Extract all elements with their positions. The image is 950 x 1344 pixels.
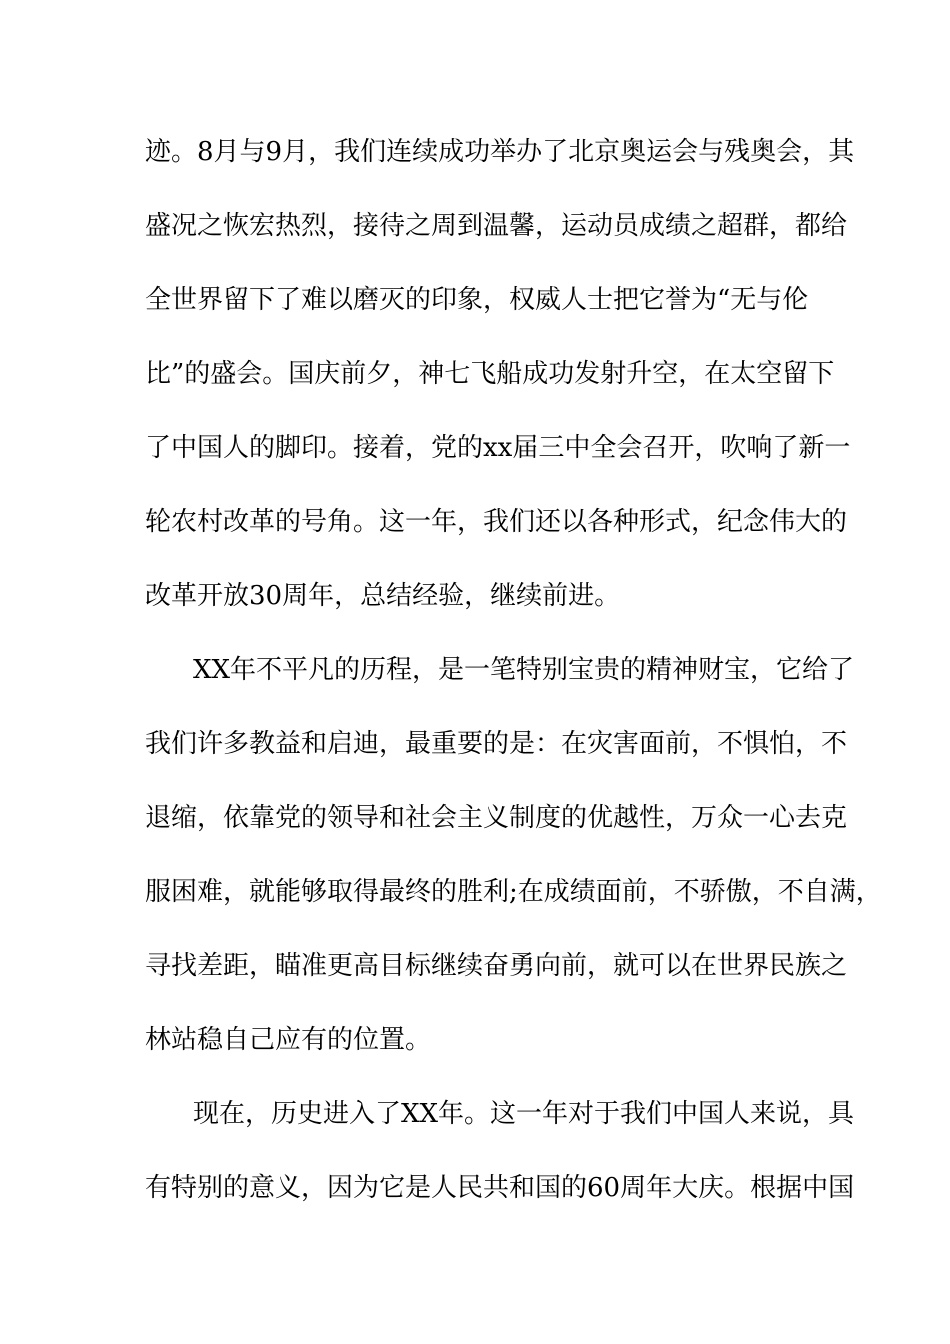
text-line: 服困难，就能够取得最终的胜利;在成绩面前，不骄傲，不自满， xyxy=(145,877,882,907)
text-line: 林站稳自己应有的位置。 xyxy=(145,1025,432,1055)
paragraph-first-line: 现在，历史进入了XX年。这一年对于我们中国人来说，具 xyxy=(193,1099,855,1129)
text-line: 轮农村改革的号角。这一年，我们还以各种形式，纪念伟大的 xyxy=(145,507,848,537)
text-line: 我们许多教益和启迪，最重要的是：在灾害面前，不惧怕，不 xyxy=(145,729,848,759)
paragraph-first-line: XX年不平凡的历程，是一笔特别宝贵的精神财宝，它给了 xyxy=(193,655,855,685)
text-line: 有特别的意义，因为它是人民共和国的60周年大庆。根据中国 xyxy=(145,1173,855,1203)
text-line: 寻找差距，瞄准更高目标继续奋勇向前，就可以在世界民族之 xyxy=(145,951,848,981)
text-line: 退缩，依靠党的领导和社会主义制度的优越性，万众一心去克 xyxy=(145,803,848,833)
text-line: 迹。8月与9月，我们连续成功举办了北京奥运会与残奥会，其 xyxy=(145,137,855,167)
text-line: 全世界留下了难以磨灭的印象，权威人士把它誉为“无与伦 xyxy=(145,285,809,315)
text-line: 比”的盛会。国庆前夕，神七飞船成功发射升空，在太空留下 xyxy=(145,359,835,389)
text-line: 盛况之恢宏热烈，接待之周到温馨，运动员成绩之超群，都给 xyxy=(145,211,848,241)
text-line: 了中国人的脚印。接着，党的xx届三中全会召开，吹响了新一 xyxy=(145,433,851,463)
text-line: 改革开放30周年，总结经验，继续前进。 xyxy=(145,581,621,611)
